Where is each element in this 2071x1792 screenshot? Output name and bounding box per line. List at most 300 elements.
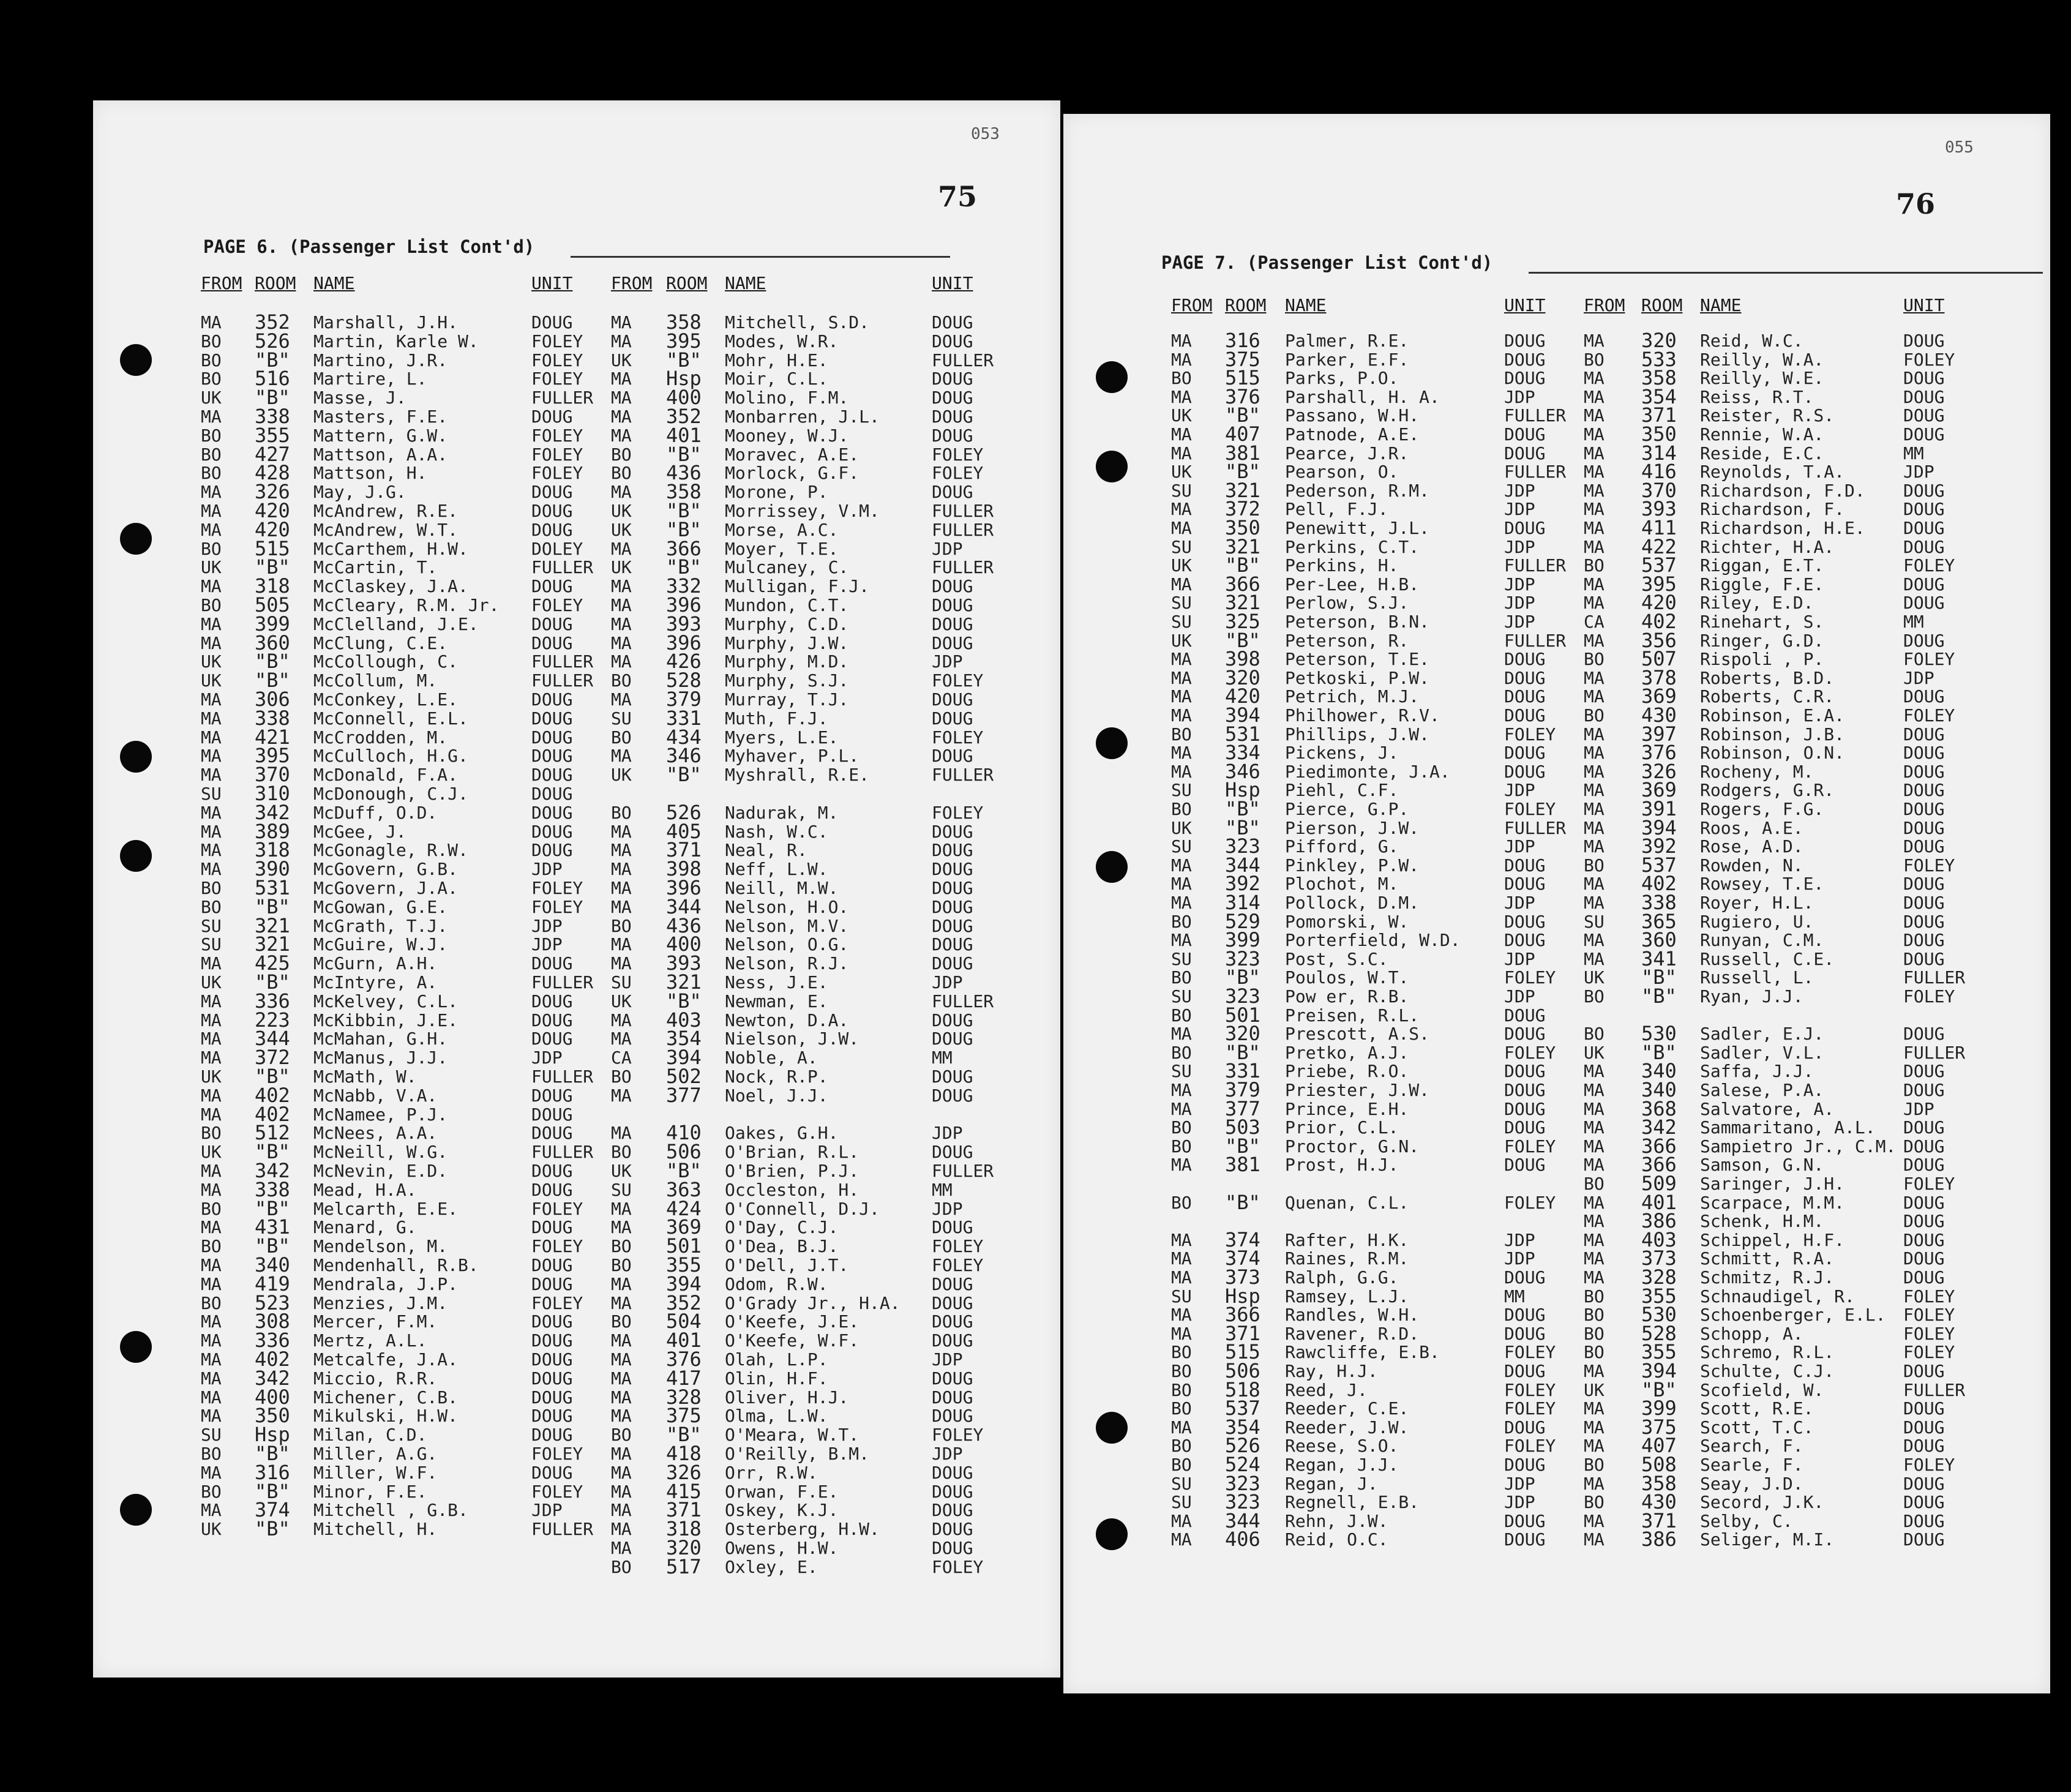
cell-unit: FOLEY bbox=[531, 463, 583, 484]
cell-unit: DOUG bbox=[1903, 724, 1945, 744]
cell-unit: DOUG bbox=[1903, 1248, 1945, 1269]
cell-unit: DOUG bbox=[932, 1311, 973, 1332]
cell-room: 420 bbox=[255, 517, 290, 541]
cell-from: BO bbox=[1584, 649, 1605, 670]
cell-room: 321 bbox=[255, 932, 290, 956]
cell-unit: DOUG bbox=[932, 934, 973, 955]
cell-room: 403 bbox=[1641, 1228, 1677, 1251]
cell-name: Saringer, J.H. bbox=[1700, 1174, 1845, 1194]
cell-name: Poulos, W.T. bbox=[1285, 967, 1409, 988]
cell-unit: DOUG bbox=[531, 1311, 573, 1332]
cell-room: 326 bbox=[666, 1460, 702, 1484]
cell-room: 320 bbox=[666, 1536, 702, 1559]
cell-unit: DOUG bbox=[1504, 331, 1546, 351]
cell-room: 328 bbox=[1641, 1265, 1677, 1289]
cell-from: BO bbox=[1171, 967, 1192, 988]
cell-unit: DOUG bbox=[1903, 1229, 1945, 1250]
header-rule bbox=[1529, 272, 2043, 274]
cell-unit: MM bbox=[932, 1179, 953, 1200]
cell-name: Royer, H.L. bbox=[1700, 893, 1814, 913]
cell-name: Regan, J. bbox=[1285, 1473, 1378, 1494]
cell-unit: FOLEY bbox=[1903, 1174, 1955, 1194]
cell-name: Rogers, F.G. bbox=[1700, 799, 1824, 819]
header-rule bbox=[571, 256, 950, 258]
cell-unit: JDP bbox=[531, 1048, 563, 1068]
cell-from: UK bbox=[201, 1067, 222, 1087]
cell-room: 389 bbox=[255, 819, 290, 843]
cell-room: 398 bbox=[666, 857, 702, 881]
cell-from: BO bbox=[201, 463, 222, 484]
cell-name: Rugiero, U. bbox=[1700, 911, 1814, 932]
cell-room: 374 bbox=[255, 1498, 290, 1522]
cell-from: MA bbox=[611, 576, 632, 597]
cell-unit: FOLEY bbox=[1903, 1323, 1955, 1344]
cell-from: BO bbox=[611, 463, 632, 484]
cell-unit: DOUG bbox=[1504, 911, 1546, 932]
cell-unit: FOLEY bbox=[1504, 967, 1556, 988]
cell-name: Molino, F.M. bbox=[725, 388, 849, 408]
cell-unit: DOUG bbox=[531, 1255, 573, 1275]
cell-from: MA bbox=[611, 840, 632, 861]
cell-room: 402 bbox=[255, 1348, 290, 1371]
cell-unit: JDP bbox=[1504, 836, 1535, 857]
cell-from: MA bbox=[1171, 930, 1192, 951]
cell-name: O'Keefe, W.F. bbox=[725, 1330, 859, 1351]
cell-name: Petkoski, P.W. bbox=[1285, 667, 1430, 688]
cell-name: Rehn, J.W. bbox=[1285, 1510, 1388, 1531]
cell-name: Pow er, R.B. bbox=[1285, 986, 1409, 1007]
cell-from: UK bbox=[201, 1519, 222, 1540]
cell-from: SU bbox=[1171, 1492, 1192, 1513]
cell-from: MA bbox=[201, 1273, 222, 1294]
cell-from: MA bbox=[611, 1292, 632, 1313]
cell-room: "B" bbox=[1225, 1134, 1260, 1158]
cell-unit: DOUG bbox=[932, 708, 973, 729]
cell-room: 506 bbox=[666, 1140, 702, 1164]
cell-unit: DOUG bbox=[1504, 518, 1546, 538]
cell-unit: DOUG bbox=[1903, 386, 1945, 407]
cell-room: 434 bbox=[666, 725, 702, 749]
cell-from: SU bbox=[1171, 480, 1192, 501]
cell-unit: DOUG bbox=[932, 1067, 973, 1087]
cell-unit: FULLER bbox=[1903, 1042, 1966, 1063]
cell-name: Perkins, H. bbox=[1285, 555, 1399, 576]
cell-unit: DOUG bbox=[531, 1330, 573, 1351]
cell-room: 515 bbox=[1225, 1340, 1260, 1364]
cell-name: McManus, J.J. bbox=[313, 1048, 448, 1068]
cell-unit: DOUG bbox=[1903, 518, 1945, 538]
cell-room: 395 bbox=[1641, 572, 1677, 596]
cell-name: Olma, L.W. bbox=[725, 1406, 828, 1426]
cell-from: MA bbox=[1171, 1305, 1192, 1325]
cell-from: MA bbox=[1171, 1098, 1192, 1119]
cell-unit: DOUG bbox=[531, 576, 573, 597]
cell-unit: FOLEY bbox=[1504, 1398, 1556, 1419]
cell-name: Mohr, H.E. bbox=[725, 350, 828, 370]
cell-name: O'Dell, J.T. bbox=[725, 1255, 849, 1275]
cell-from: MA bbox=[1584, 743, 1605, 763]
cell-unit: FULLER bbox=[1504, 405, 1567, 426]
cell-from: MA bbox=[201, 1368, 222, 1389]
cell-unit: DOUG bbox=[531, 1349, 573, 1370]
cell-name: Mendelson, M. bbox=[313, 1236, 448, 1257]
cell-from: MA bbox=[201, 632, 222, 653]
cell-name: Pell, F.J. bbox=[1285, 499, 1388, 520]
cell-unit: DOUG bbox=[1903, 1024, 1945, 1044]
cell-from: MA bbox=[201, 765, 222, 785]
cell-unit: DOUG bbox=[932, 1368, 973, 1389]
cell-name: Murray, T.J. bbox=[725, 689, 849, 710]
cell-from: MA bbox=[1171, 443, 1192, 463]
cell-room: 360 bbox=[255, 631, 290, 654]
cell-room: 352 bbox=[255, 310, 290, 334]
cell-from: UK bbox=[611, 350, 632, 370]
cell-from: MA bbox=[201, 821, 222, 842]
cell-name: Passano, W.H. bbox=[1285, 405, 1420, 426]
cell-unit: DOUG bbox=[1903, 817, 1945, 838]
cell-room: 394 bbox=[1225, 703, 1260, 727]
cell-room: 325 bbox=[1225, 610, 1260, 633]
cell-from: BO bbox=[1171, 368, 1192, 389]
cell-from: BO bbox=[611, 1425, 632, 1445]
cell-from: MA bbox=[201, 840, 222, 861]
cell-room: 431 bbox=[255, 1215, 290, 1239]
cell-unit: FOLEY bbox=[1504, 1136, 1556, 1157]
cell-room: 314 bbox=[1225, 891, 1260, 914]
cell-room: 518 bbox=[1225, 1378, 1260, 1401]
cell-unit: DOUG bbox=[1504, 1529, 1546, 1550]
cell-unit: FULLER bbox=[932, 350, 994, 370]
cell-unit: FOLEY bbox=[1504, 799, 1556, 819]
cell-room: 323 bbox=[1225, 1471, 1260, 1495]
cell-from: MA bbox=[1584, 1211, 1605, 1232]
cell-name: Ryan, J.J. bbox=[1700, 986, 1803, 1007]
cell-from: MA bbox=[611, 1538, 632, 1558]
cell-unit: DOUG bbox=[932, 821, 973, 842]
cell-name: Oskey, K.J. bbox=[725, 1500, 839, 1521]
cell-unit: FULLER bbox=[531, 651, 594, 672]
cell-room: 355 bbox=[1641, 1340, 1677, 1364]
cell-unit: FOLEY bbox=[531, 444, 583, 465]
cell-name: Selby, C. bbox=[1700, 1510, 1793, 1531]
cell-from: MA bbox=[611, 1462, 632, 1483]
cell-unit: DOUG bbox=[1504, 1455, 1546, 1475]
cell-name: Sadler, E.J. bbox=[1700, 1024, 1824, 1044]
cell-room: 350 bbox=[255, 1404, 290, 1428]
cell-room: 402 bbox=[1641, 872, 1677, 896]
cell-name: McNamee, P.J. bbox=[313, 1104, 448, 1125]
cell-unit: DOUG bbox=[932, 1142, 973, 1163]
cell-name: Post, S.C. bbox=[1285, 948, 1388, 969]
cell-room: 370 bbox=[1641, 478, 1677, 502]
cell-room: 401 bbox=[666, 1329, 702, 1352]
cell-unit: FOLEY bbox=[1504, 1342, 1556, 1363]
cell-name: Reid, O.C. bbox=[1285, 1529, 1388, 1550]
cell-room: 530 bbox=[1641, 1303, 1677, 1327]
cell-from: MA bbox=[201, 482, 222, 503]
cell-name: Muth, F.J. bbox=[725, 708, 828, 729]
cell-from: BO bbox=[201, 1198, 222, 1219]
cell-room: 358 bbox=[666, 480, 702, 504]
cell-unit: JDP bbox=[1504, 1248, 1535, 1269]
cell-unit: DOUG bbox=[1504, 1061, 1546, 1082]
cell-name: Preisen, R.L. bbox=[1285, 1005, 1420, 1025]
cell-name: Seliger, M.I. bbox=[1700, 1529, 1835, 1550]
cell-from: MA bbox=[1171, 667, 1192, 688]
cell-name: McKelvey, C.L. bbox=[313, 991, 459, 1011]
cell-name: Schoenberger, E.L. bbox=[1700, 1305, 1886, 1325]
cell-from: BO bbox=[611, 1255, 632, 1275]
cell-name: McGonagle, R.W. bbox=[313, 840, 468, 861]
cell-room: 402 bbox=[255, 1102, 290, 1126]
cell-unit: DOUG bbox=[531, 1029, 573, 1049]
cell-from: UK bbox=[1171, 462, 1192, 482]
cell-unit: JDP bbox=[1504, 612, 1535, 632]
cell-from: SU bbox=[1171, 1286, 1192, 1307]
cell-unit: DOUG bbox=[531, 1368, 573, 1389]
cell-name: Martin, Karle W. bbox=[313, 331, 479, 351]
cell-unit: FOLEY bbox=[531, 1198, 583, 1219]
page-header: PAGE 7. (Passenger List Cont'd) bbox=[1161, 252, 1493, 273]
cell-room: 503 bbox=[1225, 1115, 1260, 1139]
cell-unit: DOUG bbox=[1903, 574, 1945, 594]
cell-from: BO bbox=[201, 350, 222, 370]
cell-room: 526 bbox=[1225, 1434, 1260, 1458]
cell-from: BO bbox=[201, 878, 222, 898]
cell-name: Quenan, C.L. bbox=[1285, 1192, 1409, 1213]
cell-name: Michener, C.B. bbox=[313, 1387, 459, 1408]
cell-room: 326 bbox=[1641, 759, 1677, 783]
cell-from: MA bbox=[1584, 1510, 1605, 1531]
cell-from: BO bbox=[201, 1444, 222, 1464]
cell-from: MA bbox=[1584, 780, 1605, 801]
cell-room: 421 bbox=[255, 725, 290, 749]
cell-room: 358 bbox=[666, 310, 702, 334]
cell-name: Peterson, R. bbox=[1285, 630, 1409, 651]
cell-unit: DOUG bbox=[531, 1462, 573, 1483]
cell-room: "B" bbox=[255, 1140, 290, 1164]
cell-name: Schippel, H.F. bbox=[1700, 1229, 1845, 1250]
cell-from: MA bbox=[611, 1273, 632, 1294]
cell-room: 314 bbox=[1641, 441, 1677, 465]
cell-room: 507 bbox=[1641, 647, 1677, 671]
cell-name: Morrissey, V.M. bbox=[725, 501, 880, 521]
cell-unit: DOUG bbox=[932, 1292, 973, 1313]
cell-room: 366 bbox=[1641, 1153, 1677, 1177]
cell-unit: DOUG bbox=[1504, 1080, 1546, 1100]
cell-unit: DOUG bbox=[1903, 1492, 1945, 1513]
cell-unit: DOUG bbox=[531, 1010, 573, 1030]
cell-from: MA bbox=[1584, 518, 1605, 538]
cell-name: Reilly, W.A. bbox=[1700, 349, 1824, 370]
cell-room: 396 bbox=[666, 631, 702, 654]
cell-name: Robinson, O.N. bbox=[1700, 743, 1845, 763]
cell-name: Murphy, M.D. bbox=[725, 651, 849, 672]
cell-from: BO bbox=[611, 670, 632, 691]
cell-name: Russell, C.E. bbox=[1700, 948, 1835, 969]
cell-from: MA bbox=[1171, 874, 1192, 894]
cell-from: MA bbox=[1584, 593, 1605, 613]
cell-unit: DOUG bbox=[1903, 836, 1945, 857]
cell-unit: DOUG bbox=[1903, 1136, 1945, 1157]
cell-name: Reynolds, T.A. bbox=[1700, 462, 1845, 482]
cell-unit: DOUG bbox=[1504, 1417, 1546, 1438]
cell-room: "B" bbox=[255, 650, 290, 673]
right-page bbox=[1063, 114, 2050, 1693]
cell-unit: FOLEY bbox=[932, 802, 984, 823]
cell-from: MA bbox=[1584, 836, 1605, 857]
cell-unit: DOUG bbox=[1903, 1361, 1945, 1381]
cell-name: Priester, J.W. bbox=[1285, 1080, 1430, 1100]
cell-unit: JDP bbox=[932, 1198, 963, 1219]
cell-from: BO bbox=[1584, 1286, 1605, 1307]
cell-from: MA bbox=[611, 1519, 632, 1540]
cell-unit: DOUG bbox=[1903, 1417, 1945, 1438]
cell-from: BO bbox=[1171, 1136, 1192, 1157]
cell-name: Richardson, F.D. bbox=[1700, 480, 1865, 501]
cell-room: 374 bbox=[1225, 1228, 1260, 1251]
cell-room: 321 bbox=[255, 913, 290, 937]
cell-room: 505 bbox=[255, 593, 290, 617]
cell-unit: DOUG bbox=[1903, 1155, 1945, 1175]
cell-unit: DOUG bbox=[1903, 499, 1945, 520]
cell-room: 342 bbox=[255, 800, 290, 824]
cell-room: 407 bbox=[1641, 1434, 1677, 1458]
cell-from: MA bbox=[201, 727, 222, 748]
cell-from: UK bbox=[1171, 555, 1192, 576]
cell-name: Sampietro Jr., C.M. bbox=[1700, 1136, 1897, 1157]
cell-unit: JDP bbox=[531, 934, 563, 955]
cell-name: Morse, A.C. bbox=[725, 519, 839, 540]
page-header: PAGE 6. (Passenger List Cont'd) bbox=[203, 236, 535, 257]
cell-from: BO bbox=[201, 1236, 222, 1257]
cell-from: MA bbox=[201, 1179, 222, 1200]
cell-room: "B" bbox=[1225, 403, 1260, 427]
column-header-name: NAME bbox=[1285, 295, 1327, 315]
cell-from: BO bbox=[1584, 1024, 1605, 1044]
cell-room: 400 bbox=[666, 386, 702, 410]
cell-room: 415 bbox=[666, 1479, 702, 1503]
cell-unit: DOUG bbox=[1903, 874, 1945, 894]
cell-from: MA bbox=[1171, 893, 1192, 913]
cell-room: 390 bbox=[255, 857, 290, 881]
cell-room: 393 bbox=[1641, 497, 1677, 521]
cell-name: Neff, L.W. bbox=[725, 859, 828, 880]
cell-name: Plochot, M. bbox=[1285, 874, 1399, 894]
cell-name: Monbarren, J.L. bbox=[725, 407, 880, 427]
cell-name: Mitchell, H. bbox=[313, 1519, 438, 1540]
cell-name: Peterson, B.N. bbox=[1285, 612, 1430, 632]
cell-unit: FOLEY bbox=[531, 425, 583, 446]
cell-room: 395 bbox=[255, 744, 290, 768]
cell-room: 316 bbox=[1225, 329, 1260, 352]
cell-from: MA bbox=[1584, 761, 1605, 782]
cell-name: Patnode, A.E. bbox=[1285, 424, 1420, 444]
cell-unit: DOUG bbox=[1504, 1323, 1546, 1344]
cell-from: MA bbox=[1584, 1473, 1605, 1494]
column-header-room: ROOM bbox=[255, 273, 296, 293]
cell-name: Odom, R.W. bbox=[725, 1273, 828, 1294]
cell-name: Myshrall, R.E. bbox=[725, 765, 870, 785]
cell-from: MA bbox=[1171, 1267, 1192, 1288]
cell-name: McAndrew, R.E. bbox=[313, 501, 459, 521]
cell-room: 323 bbox=[1225, 1490, 1260, 1514]
cell-name: Scott, R.E. bbox=[1700, 1398, 1814, 1419]
cell-unit: FULLER bbox=[1504, 630, 1567, 651]
cell-name: Orwan, F.E. bbox=[725, 1481, 839, 1502]
cell-unit: DOUG bbox=[932, 312, 973, 332]
cell-room: 523 bbox=[255, 1291, 290, 1314]
cell-from: MA bbox=[201, 312, 222, 332]
cell-name: Schremo, R.L. bbox=[1700, 1342, 1835, 1363]
cell-room: 424 bbox=[666, 1196, 702, 1220]
cell-from: MA bbox=[1171, 349, 1192, 370]
cell-room: 386 bbox=[1641, 1528, 1677, 1551]
cell-room: "B" bbox=[1641, 965, 1677, 989]
cell-unit: FOLEY bbox=[531, 878, 583, 898]
cell-from: MA bbox=[1584, 386, 1605, 407]
cell-name: Newton, D.A. bbox=[725, 1010, 849, 1030]
cell-unit: DOUG bbox=[1504, 349, 1546, 370]
cell-room: 377 bbox=[666, 1083, 702, 1107]
cell-name: Pierce, G.P. bbox=[1285, 799, 1409, 819]
cell-unit: DOUG bbox=[932, 613, 973, 634]
cell-name: Sammaritano, A.L. bbox=[1700, 1117, 1876, 1138]
cell-from: MA bbox=[1584, 574, 1605, 594]
cell-unit: DOUG bbox=[531, 501, 573, 521]
cell-unit: DOUG bbox=[932, 369, 973, 389]
cell-room: 323 bbox=[1225, 947, 1260, 970]
cell-unit: DOUG bbox=[932, 953, 973, 974]
cell-room: 356 bbox=[1641, 628, 1677, 652]
cell-unit: FOLEY bbox=[932, 444, 984, 465]
cell-from: UK bbox=[1171, 630, 1192, 651]
cell-unit: DOUG bbox=[531, 407, 573, 427]
cell-unit: FOLEY bbox=[932, 1236, 984, 1257]
cell-name: McGurn, A.H. bbox=[313, 953, 438, 974]
binder-hole bbox=[1096, 851, 1128, 883]
cell-room: 321 bbox=[1225, 534, 1260, 558]
cell-name: Martire, L. bbox=[313, 369, 427, 389]
cell-name: McDuff, O.D. bbox=[313, 802, 438, 823]
cell-room: 381 bbox=[1225, 441, 1260, 465]
cell-name: Noel, J.J. bbox=[725, 1085, 828, 1106]
cell-from: MA bbox=[611, 651, 632, 672]
cell-from: MA bbox=[1584, 1248, 1605, 1269]
cell-room: 338 bbox=[255, 1177, 290, 1201]
cell-room: 369 bbox=[666, 1215, 702, 1239]
cell-room: "B" bbox=[255, 894, 290, 918]
cell-room: 378 bbox=[1641, 665, 1677, 689]
cell-room: "B" bbox=[255, 1234, 290, 1258]
cell-unit: DOUG bbox=[1903, 911, 1945, 932]
cell-room: "B" bbox=[1225, 628, 1260, 652]
cell-unit: DOUG bbox=[1504, 424, 1546, 444]
cell-room: "B" bbox=[1225, 460, 1260, 484]
cell-room: 354 bbox=[1641, 384, 1677, 408]
cell-unit: DOUG bbox=[932, 1217, 973, 1238]
cell-from: BO bbox=[1171, 911, 1192, 932]
cell-name: Noble, A. bbox=[725, 1048, 818, 1068]
cell-from: MA bbox=[1171, 1229, 1192, 1250]
cell-room: 363 bbox=[666, 1177, 702, 1201]
cell-unit: FULLER bbox=[932, 1161, 994, 1181]
cell-from: MA bbox=[1171, 1155, 1192, 1175]
cell-room: "B" bbox=[1641, 1040, 1677, 1064]
cell-from: BO bbox=[611, 1556, 632, 1577]
binder-hole bbox=[120, 840, 152, 872]
cell-from: MA bbox=[1584, 443, 1605, 463]
